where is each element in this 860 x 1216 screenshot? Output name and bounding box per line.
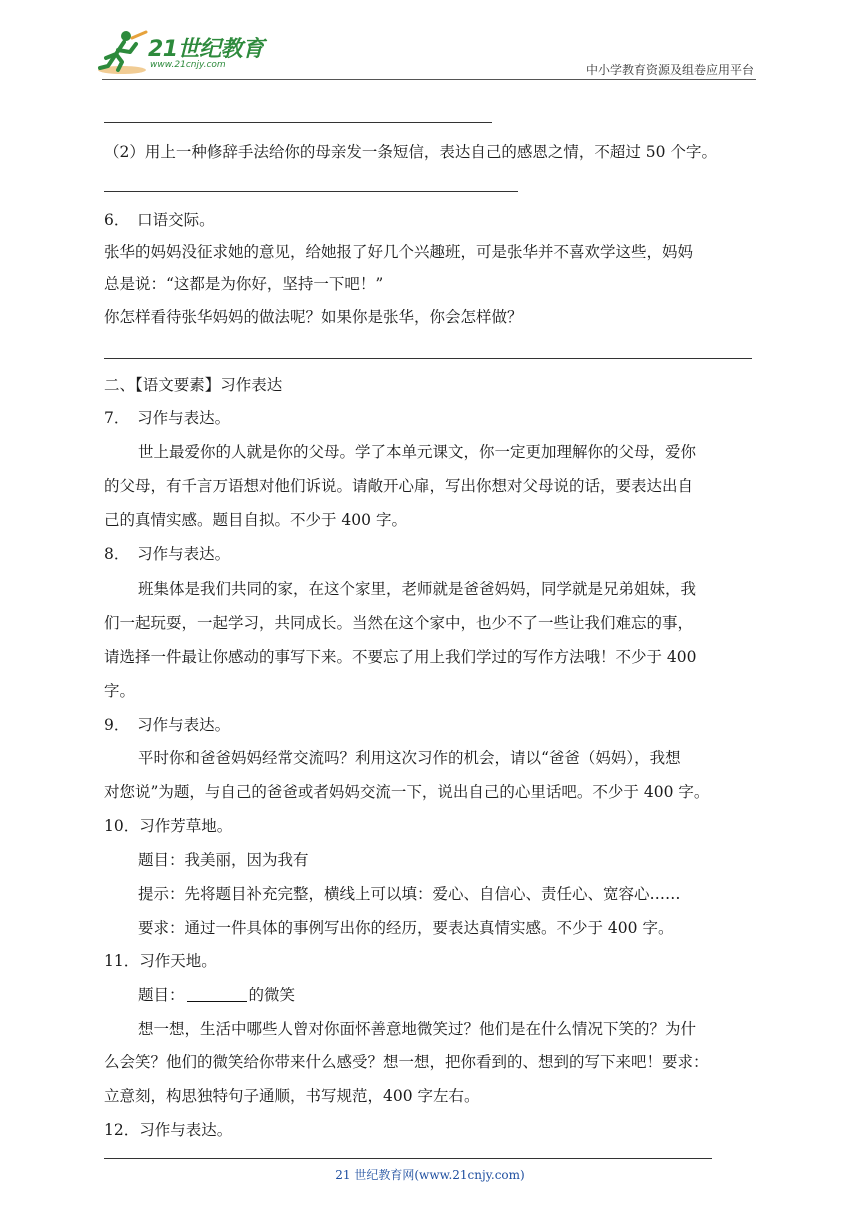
question-text: 想一想，生活中哪些人曾对你面怀善意地微笑过？他们是在什么情况下笑的？为什 bbox=[138, 1020, 697, 1038]
question-text: （2）用上一种修辞手法给你的母亲发一条短信，表达自己的感恩之情，不超过 50 个字。 bbox=[104, 143, 717, 161]
platform-name: 中小学教育资源及组卷应用平台 bbox=[585, 63, 754, 77]
question-number: 6． 口语交际。 bbox=[104, 211, 215, 229]
title-prefix: 题目： bbox=[138, 986, 185, 1004]
title-suffix: 的微笑 bbox=[248, 986, 296, 1004]
question-text: 题目：我美丽，因为我有 bbox=[138, 851, 309, 869]
answer-line bbox=[104, 358, 752, 359]
question-text: 张华的妈妈没征求她的意见，给她报了好几个兴趣班，可是张华并不喜欢学这些，妈妈 bbox=[104, 243, 694, 261]
question-text: 的父母，有千言万语想对他们诉说。请敞开心扉，写出你想对父母说的话，要表达出自 bbox=[104, 477, 694, 495]
logo-brand-text: 21世纪教育 bbox=[148, 37, 264, 62]
question-text: 班集体是我们共同的家，在这个家里，老师就是爸爸妈妈，同学就是兄弟姐妹，我 bbox=[138, 580, 697, 598]
question-text: 请选择一件最让你感动的事写下来。不要忘了用上我们学过的写作方法哦！不少于 400 bbox=[104, 648, 697, 666]
question-text: 们一起玩耍，一起学习，共同成长。当然在这个家中，也少不了一些让我们难忘的事， bbox=[104, 614, 694, 632]
running-figure-icon bbox=[96, 28, 148, 76]
question-number: 8． 习作与表达。 bbox=[104, 545, 231, 563]
header-divider bbox=[102, 79, 756, 80]
question-text: 对您说”为题，与自己的爸爸或者妈妈交流一下，说出自己的心里话吧。不少于 400 字。 bbox=[104, 783, 710, 801]
question-text: 平时你和爸爸妈妈经常交流吗？利用这次习作的机会，请以“爸爸（妈妈），我想 bbox=[138, 749, 681, 767]
question-text: 么会笑？他们的微笑给你带来什么感受？想一想，把你看到的、想到的写下来吧！要求： bbox=[104, 1053, 709, 1071]
answer-line bbox=[104, 122, 492, 123]
question-text: 世上最爱你的人就是你的父母。学了本单元课文，你一定更加理解你的父母，爱你 bbox=[138, 443, 697, 461]
question-text: 提示：先将题目补充完整，横线上可以填：爱心、自信心、责任心、宽容心…… bbox=[138, 885, 681, 903]
question-number: 9． 习作与表达。 bbox=[104, 716, 231, 734]
question-number: 10．习作芳草地。 bbox=[104, 817, 233, 835]
logo-url-text: www.21cnjy.com bbox=[150, 60, 226, 70]
question-number: 7． 习作与表达。 bbox=[104, 409, 231, 427]
question-number: 12．习作与表达。 bbox=[104, 1121, 233, 1139]
question-number: 11．习作天地。 bbox=[104, 952, 217, 970]
answer-line bbox=[104, 191, 518, 192]
question-text bbox=[138, 983, 295, 1007]
page-header bbox=[0, 0, 860, 82]
fill-in-blank[interactable] bbox=[187, 985, 247, 1002]
question-text: 总是说：“这都是为你好，坚持一下吧！” bbox=[104, 275, 384, 293]
question-text: 你怎样看待张华妈妈的做法呢？如果你是张华，你会怎样做？ bbox=[104, 308, 523, 326]
question-text: 字。 bbox=[104, 682, 136, 700]
section-heading: 二、【语文要素】习作表达 bbox=[104, 376, 283, 394]
page-footer: 21 世纪教育网(www.21cnjy.com) bbox=[335, 1168, 525, 1182]
question-text: 己的真情实感。题目自拟。不少于 400 字。 bbox=[104, 511, 407, 529]
question-text: 要求：通过一件具体的事例写出你的经历，要表达真情实感。不少于 400 字。 bbox=[138, 919, 674, 937]
footer-divider bbox=[104, 1158, 712, 1159]
site-logo bbox=[96, 28, 266, 76]
question-text: 立意刻，构思独特句子通顺，书写规范，400 字左右。 bbox=[104, 1087, 480, 1105]
